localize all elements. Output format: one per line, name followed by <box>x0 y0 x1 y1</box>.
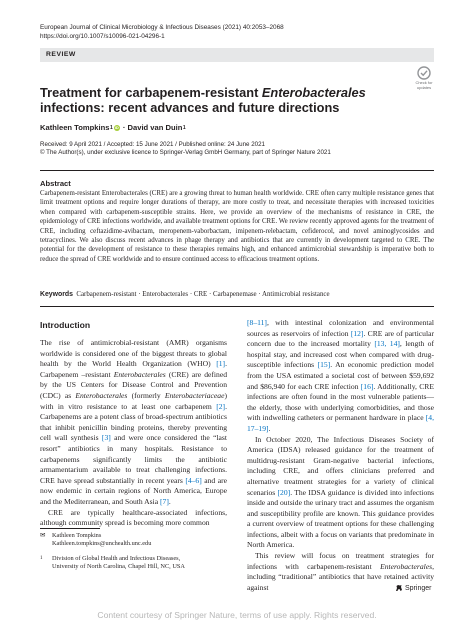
journal-citation: European Journal of Clinical Microbiology & Infectious Diseases (2021) 40:2053–2068 <box>40 24 284 31</box>
introduction-heading: Introduction <box>40 320 91 330</box>
citation-link[interactable]: [13, 14] <box>374 339 400 349</box>
author-separator: · <box>120 123 128 132</box>
check-updates-line1: Check for <box>415 80 433 85</box>
envelope-icon: ✉ <box>40 532 46 539</box>
keywords-line <box>40 290 434 299</box>
intro-paragraph-2-continued: [8–11], with intestinal colonization and environmental sources as reservoirs of infection [12]. CRE are of particular concern due to the increased mortality [13, 14], length of hospital stay, and increased cost when compared with drug-susceptible infections [15]. An economic prediction model from the USA estimated a societal cost of between $59,692 and $86,940 for each CRE infection [16]. Additionally, CRE infections are often found in the most vulnerable patients—the elderly, those with underlying comorbidities, and those with indwelling catheters or permanent hardware in place [4, 17–19]. <box>247 318 435 433</box>
author-list <box>40 123 186 132</box>
contact-email[interactable]: Kathleen.tompkins@unchealth.unc.edu <box>52 540 152 548</box>
body-column-right <box>247 318 434 593</box>
citation-link[interactable]: [15] <box>317 360 331 370</box>
check-for-updates-badge[interactable] <box>412 66 436 90</box>
affiliation-number: 1 <box>40 556 43 561</box>
footnote-divider <box>40 528 100 529</box>
citation-link[interactable]: [3] <box>101 433 111 443</box>
article-type-band <box>40 48 434 62</box>
body-column-left <box>40 338 227 529</box>
citation-link[interactable]: [8–11] <box>247 318 267 327</box>
citation-link[interactable]: [1] <box>216 359 226 369</box>
abstract-text: Carbapenem-resistant Enterobacterales (CRE) are a growing threat to human health worldwide. CRE often carry multiple resistance genes that limit treatment options and require longer durations of therapy, are more costly to treat, and necessitate therapies with increased toxicities when compared with carbapenem-susceptible strains. Here, we provide an overview of the mechanisms of resistance in CRE, the epidemiology of CRE infections worldwide, and available treatment options for CRE. We review recently approved agents for the treatment of CRE, including ceftazidime-avibactam, meropenem-vaborbactam, imipenem-relebactam, cefiderocol, and novel aminoglycosides and tetracyclines. We also discuss recent advances in phage therapy and antibiotics that are currently in development targeted to CRE. The potential for the development of resistance to these therapies remains high, and enhanced antimicrobial stewardship is imperative both to reduce the spread of CRE worldwide and to ensure continued access to efficacious treatment options. <box>40 190 434 263</box>
intro-paragraph-4: This review will focus on treatment strategies for infections with carbapenem-resistant Enterobacterales, including “traditional” antibiotics that have retained activity against <box>247 551 434 592</box>
divider-top <box>40 170 434 171</box>
orcid-icon[interactable]: iD <box>114 124 119 130</box>
author-1-affiliation: 1 <box>109 124 113 131</box>
citation-link[interactable]: [7] <box>160 496 169 506</box>
publisher-logo <box>395 584 431 592</box>
check-for-updates-icon <box>417 66 431 80</box>
article-title <box>40 85 400 116</box>
corresponding-author <box>40 532 151 548</box>
author-1-name[interactable]: Kathleen Tompkins <box>40 123 110 132</box>
affiliation-line-2: University of North Carolina, Chapel Hill, NC, USA <box>52 563 185 571</box>
title-part2: infections: recent advances and future directions <box>40 100 340 116</box>
citation-link[interactable]: [20] <box>277 487 291 497</box>
journal-header <box>40 24 284 41</box>
citation-link[interactable]: [12] <box>350 328 364 338</box>
springer-horse-icon <box>395 584 403 592</box>
intro-paragraph-1: The rise of antimicrobial-resistant (AMR) organisms worldwide is considered one of the biggest threats to global health by the World Health Organization (WHO) [1]. Carbapenem –resistant Enterobacterales (CRE) are defined by the US Centers for Disease Control and Prevention (CDC) as Enterobacterales (formerly Enterobacteriaceae) with in vitro resistance to at least one carbapenem [2]. Carbapenems are a potent class of broad-spectrum antibiotics that inhibit penicillin binding proteins, thereby preventing cell wall synthesis [3] and were once considered the “last resort” antibiotics in many hospitals. Resistance to carbapenems significantly limits the antibiotic armamentarium available to treat challenging infections. CRE have spread substantially in recent years [4–6] and are now endemic in certain regions of North America, Europe and the Mediterranean, and South Asia [7]. <box>40 338 228 506</box>
title-italic: Enterobacterales <box>261 85 366 100</box>
check-updates-line2: updates <box>416 84 432 90</box>
citation-link[interactable]: [16] <box>360 381 374 391</box>
affiliation-line-1: Division of Global Health and Infectious Diseases, <box>52 555 181 562</box>
dates-line: Received: 9 April 2021 / Accepted: 15 June 2021 / Published online: 24 June 2021 <box>40 141 265 148</box>
citation-link[interactable]: [4–6] <box>185 475 202 485</box>
article-type-label: REVIEW <box>46 51 76 58</box>
publication-dates <box>40 141 331 158</box>
abstract-heading: Abstract <box>40 179 71 188</box>
intro-paragraph-3: In October 2020, The Infectious Diseases Society of America (IDSA) released guidance for the treatment of multidrug-resistant Gram-negative bacterial infections, including CRE, and offers clinicians preferred and alternative treatment strategies for a variety of clinical scenarios [20]. The IDSA guidance is divided into infections inside and outside the urinary tract and assumes the organism and susceptibility profile are known. This guidance provides a current overview of treatment options for these challenging infections, albeit with a focus on variants that predominate in North America. <box>247 434 434 550</box>
keywords-text: Carbapenem-resistant · Enterobacterales · CRE · Carbapenemase · Antimicrobial resistance <box>76 291 330 298</box>
intro-paragraph-2: CRE are typically healthcare-associated infections, although community spread is becoming more common <box>40 507 227 528</box>
author-2-affiliation: 1 <box>182 124 186 131</box>
publisher-name: Springer <box>405 584 432 592</box>
affiliation-footnote <box>40 555 185 571</box>
courtesy-notice: Content courtesy of Springer Nature, terms of use apply. Rights reserved. <box>97 610 377 620</box>
copyright-line: © The Author(s), under exclusive licence to Springer-Verlag GmbH Germany, part of Springer Nature 2021 <box>40 149 331 157</box>
citation-link[interactable]: [2] <box>216 401 226 411</box>
contact-name: Kathleen Tompkins <box>52 532 102 539</box>
doi-link[interactable]: https://doi.org/10.1007/s10096-021-04296-1 <box>40 32 165 40</box>
divider-bottom <box>40 306 434 307</box>
citation-link[interactable]: [4, 17–19] <box>247 413 434 433</box>
keywords-label: Keywords <box>40 291 73 298</box>
author-2-name[interactable]: David van Duin <box>127 123 183 132</box>
title-part1: Treatment for carbapenem-resistant <box>40 85 262 100</box>
